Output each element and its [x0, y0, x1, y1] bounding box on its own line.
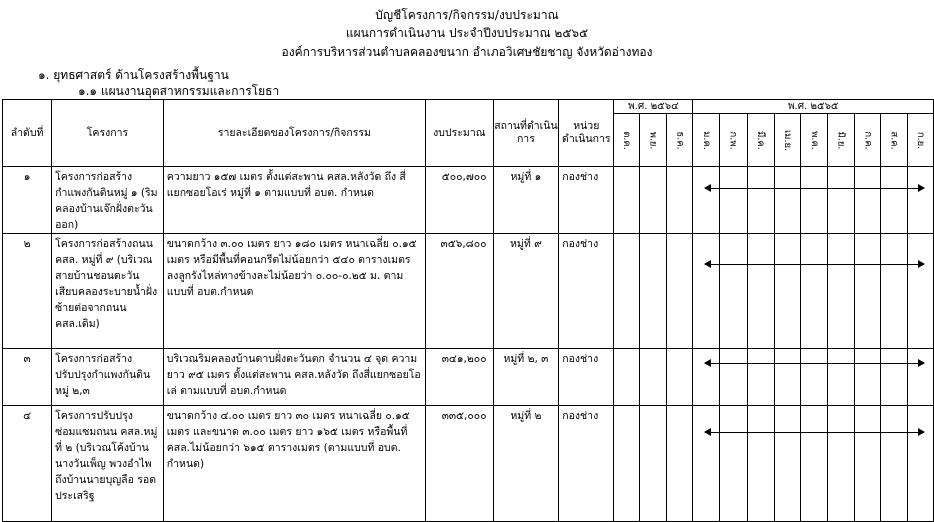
timeline-arrow [705, 432, 924, 433]
plan-heading: ๑.๑ แผนงานอุตสาหกรรมและการโยธา [78, 84, 280, 98]
header-row [3, 100, 934, 114]
row-project: โครงการก่อสร้างปรับปรุงกำแพงกันดิน หมู่ ๒,๓ [52, 349, 164, 406]
month-header: ก.ค. [854, 114, 881, 167]
col-year-2564: พ.ศ. ๒๕๖๔ [614, 100, 693, 114]
month-header: ม.ค. [693, 114, 720, 167]
row-detail: บริเวณริมคลองบ้านดาบฝั่งตะวันตก จำนวน ๔ จุด ความยาว ๙๕ เมตร ตั้งแต่สะพาน คสล.หลังวัด ถึงสี่แยกซอยโอเล่ ตามแบบที่ อบต.กำหนด [163, 349, 425, 406]
document-subtitle: แผนการดำเนินงาน ประจำปีงบประมาณ ๒๕๖๕ [345, 26, 589, 40]
row-location: หมู่ที่ ๙ [493, 234, 559, 349]
month-header: เม.ย. [774, 114, 801, 167]
project-table [2, 99, 934, 522]
row-location: หมู่ที่ ๒ [493, 406, 559, 522]
row-budget: ๕๐๐,๗๐๐ [426, 167, 494, 234]
row-no: ๑ [3, 167, 52, 234]
row-location: หมู่ที่ ๒, ๓ [493, 349, 559, 406]
row-budget: ๓๓๕,๐๐๐ [426, 406, 494, 522]
row-project: โครงการก่อสร้างกำแพงกันดินหมู่ ๑ (ริมคลองบ้านเจ๊กฝั่งตะวันออก) [52, 167, 164, 234]
col-year-2565: พ.ศ. ๒๕๖๕ [693, 100, 934, 114]
row-location: หมู่ที่ ๑ [493, 167, 559, 234]
col-no: ลำดับที่ [3, 100, 52, 167]
month-header: มิ.ย. [828, 114, 855, 167]
month-header: พ.ค. [801, 114, 828, 167]
col-budget: งบประมาณ [426, 100, 494, 167]
month-header: ก.ย. [908, 114, 934, 167]
row-budget: ๓๕๖,๘๐๐ [426, 234, 494, 349]
table-row [3, 406, 934, 522]
table-row [3, 167, 934, 234]
row-detail: ความยาว ๑๕๗ เมตร ตั้งแต่สะพาน คสล.หลังวัด ถึง สี่แยกซอยโอเร่ หมู่ที่ ๑ ตามแบบที่ อบต. กำหนด [163, 167, 425, 234]
month-header: มี.ค. [747, 114, 774, 167]
row-detail: ขนาดกว้าง ๔.๐๐ เมตร ยาว ๓๐ เมตร หนาเฉลี่ย ๐.๑๕ เมตร และขนาด ๓.๐๐ เมตร ยาว ๑๖๕ เมตร หรือพื้นที่ คสล.ไม่น้อยกว่า ๖๑๕ ตารางเมตร (ตามแบบที่ อบต. กำหนด) [163, 406, 425, 522]
row-no: ๓ [3, 349, 52, 406]
strategy-heading: ๑. ยุทธศาสตร์ ด้านโครงสร้างพื้นฐาน [38, 68, 229, 82]
month-header: ส.ค. [881, 114, 908, 167]
month-header: ก.พ. [720, 114, 748, 167]
timeline-arrow [705, 188, 924, 189]
month-header: พ.ย. [640, 114, 667, 167]
month-header: ต.ค. [614, 114, 640, 167]
col-unit: หน่วยดำเนินการ [559, 100, 614, 167]
document-title: บัญชีโครงการ/กิจกรรม/งบประมาณ [375, 8, 559, 22]
row-project: โครงการก่อสร้างถนน คสล. หมู่ที่ ๙ (บริเวณสายบ้านชอนตะวันเสียบคลองระบายน้ำฝั่งซ้ายต่อจากถนน คสล.เดิม) [52, 234, 164, 349]
table-row [3, 234, 934, 349]
table-row [3, 349, 934, 406]
row-no: ๔ [3, 406, 52, 522]
timeline-arrow [705, 363, 924, 364]
organization-name: องค์การบริหารส่วนตำบลคลองขนาก อำเภอวิเศษชัยชาญ จังหวัดอ่างทอง [281, 45, 653, 59]
row-unit: กองช่าง [559, 349, 614, 406]
row-unit: กองช่าง [559, 234, 614, 349]
row-unit: กองช่าง [559, 167, 614, 234]
row-project: โครงการปรับปรุงซ่อมแซมถนน คสล.หมู่ที่ ๒ (บริเวณโค้งบ้านนางวันเพ็ญ พวงอำไพ ถึงบ้านนายบุญลือ รอดประเสริฐ [52, 406, 164, 522]
col-location: สถานที่ดำเนินการ [493, 100, 559, 167]
col-detail: รายละเอียดของโครงการ/กิจกรรม [163, 100, 425, 167]
row-budget: ๓๔๑,๒๐๐ [426, 349, 494, 406]
col-project: โครงการ [52, 100, 164, 167]
row-unit: กองช่าง [559, 406, 614, 522]
row-no: ๒ [3, 234, 52, 349]
row-detail: ขนาดกว้าง ๓.๐๐ เมตร ยาว ๑๘๐ เมตร หนาเฉลี่ย ๐.๑๕ เมตร หรือมีพื้นที่คอนกรีตไม่น้อยกว่า ๕๔๐ ตารางเมตร ลงลูกรังไหล่ทางข้างละไม่น้อยว่า ๐.๐๐-๐.๒๕ ม. ตามแบบที่ อบต.กำหนด [163, 234, 425, 349]
timeline-arrow [705, 264, 924, 265]
month-header: ธ.ค. [666, 114, 693, 167]
